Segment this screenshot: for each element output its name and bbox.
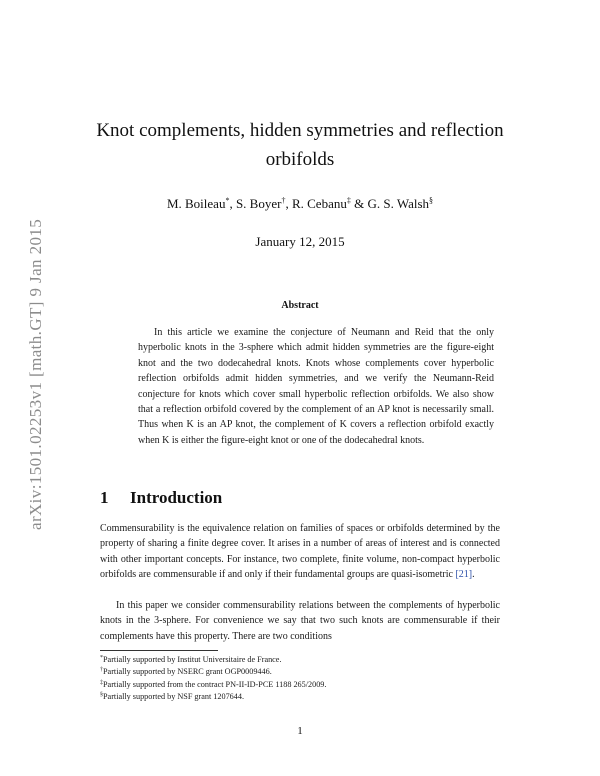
author-separator: & [350,196,368,211]
section-title: Introduction [130,488,223,507]
body-paragraph: In this paper we consider commensurability relations between the complements of hyperbolic knots in the 3-sphere. For convenience we say that two such knots are commensurable if their complements have this property. There are two conditions [100,600,500,642]
body-paragraph [100,521,500,583]
author-name: M. Boileau [166,196,226,211]
footnote-mark: † [100,667,103,674]
section-number: 1 [100,488,109,507]
author-list [100,196,500,212]
citation-link[interactable]: [21] [455,569,473,581]
footnotes [100,653,520,703]
abstract-text: In this article we examine the conjecture of Neumann and Reid that the only hyperbolic knots in the 3-sphere which admit hidden symmetries are the figure-eight knot and the two dodecahedral knots. Knots whose complements cover hyperbolic reflection orbifolds admit hidden symmetries, and we verify the Neumann-Reid conjecture for knots which cover small hyperbolic reflection orbifolds. We also show that a reflection orbifold covered by the complement of an AP knot is necessarily small. Thus when K is an AP knot, the complement of K covers a reflection orbifold exactly when K is either the figure-eight knot or one of the dodecahedral knots. [138,327,494,446]
footnote [100,678,520,690]
footnote-text: Partially supported from the contract PN-II-ID-PCE 1188 265/2009. [103,679,327,689]
footnote-mark: § [100,692,103,699]
abstract-heading: Abstract [281,300,319,311]
footnote [100,665,520,677]
author-separator: , [229,196,236,211]
paragraph-text: Commensurability is the equivalence relation on families of spaces or orbifolds determined by the property of sharing a finite degree cover. It arises in a number of areas of interest and is connected with other important concepts. For instance, two complete, finite volume, non-compact hyperbolic orbifolds are commensurable if and only if their fundamental groups are quasi-isometric [100,523,500,581]
footnote-mark: ‡ [100,679,103,686]
footnote-text: Partially supported by NSF grant 1207644. [103,692,244,702]
publication-date: January 12, 2015 [255,234,345,249]
footnote-text: Partially supported by NSERC grant OGP0009446. [103,667,272,677]
arxiv-identifier-stamp[interactable]: arXiv:1501.02253v1 [math.GT] 9 Jan 2015 [26,218,45,530]
footnote [100,653,520,665]
footnote-mark: * [100,655,103,661]
footnote [100,690,520,702]
author-name: G. S. Walsh [367,196,430,211]
author-name: R. Cebanu [291,196,347,211]
footnote-text: Partially supported by Institut Universitaire de France. [103,655,282,664]
paper-title: Knot complements, hidden symmetries and reflection orbifolds [96,120,504,170]
section-heading [100,488,500,508]
author-name: S. Boyer [235,196,282,211]
author-footnote-mark[interactable]: ‡ [346,196,351,205]
page-number: 1 [297,725,303,737]
author-separator: , [285,196,292,211]
author-footnote-mark[interactable]: † [281,196,286,205]
paragraph-tail: . [472,569,475,581]
author-footnote-mark[interactable]: * [225,196,230,205]
footnote-divider [100,650,218,651]
author-footnote-mark[interactable]: § [429,196,434,205]
